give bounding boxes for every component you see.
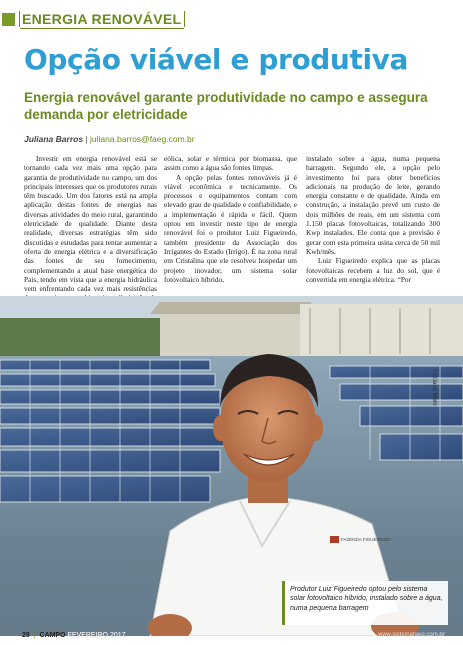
paragraph: Luiz Figueiredo explica que as placas fotovoltaicas recebem a luz do sol, que é convertida em energia elétrica. “Por [306, 256, 440, 284]
text-column-3 [306, 154, 440, 284]
shirt-logo-text: FAZENDA FIGUEIREDO [341, 537, 391, 542]
byline-separator: | [85, 134, 88, 144]
paragraph: instalado sobre a água, numa pequena barragem. Segundo ele, a opção pelo investimento foi para obter benefícios adicionais na produção de leite, gerando energia constante e de qualidade. Ainda em construção, a instalação prevê um custo de dois milhões de reais, em um sistema com 1.150 placas fotovoltaicas, totalizando 300 Kwp instalados. Ele conta que a previsão é gerar com esta primeira usina cerca de 50 mil Kwh/mês. [306, 154, 440, 256]
byline [24, 134, 195, 144]
section-label: ENERGIA RENOVÁVEL [20, 11, 184, 29]
section-label-box [19, 11, 185, 27]
article-subtitle: Energia renovável garante produtividade no campo e assegura demanda por eletricidade [24, 90, 428, 122]
author-name: Juliana Barros [24, 134, 84, 144]
article-title: Opção viável e produtiva [24, 43, 408, 76]
caption-text: Produtor Luiz Figueiredo optou pelo sistema solar fotovoltaico híbrido, instalado sobre a água, numa pequena barragem [290, 586, 443, 612]
footer-separator: | [33, 632, 36, 639]
photo-credit: Luciana Melo [431, 370, 437, 406]
author-email[interactable]: juliana.barros@faeg.com.br [90, 134, 195, 144]
text-column-2 [164, 154, 297, 284]
page-footer [22, 632, 126, 639]
paragraph: A opção pelas fontes renováveis já é viável econômica e tecnicamente. Os processos e equipamentos contam com elevado grau de qualidade e confiabilidade, e a implementação é rápida e fácil. Quem optou em investir neste tipo de energia renovável foi o produtor Luiz Figueiredo, também presidente da Associação dos Irrigantes do Estado (Irrigo). É na zona rural em Cristalina que ele resolveu hospedar um projeto inovador, um sistema solar fotovoltaico híbrido, [164, 172, 297, 284]
photo-caption [282, 581, 448, 625]
section-marker [2, 13, 15, 26]
page-number: 28 [22, 632, 30, 639]
paragraph: Investir em energia renovável está se tornando cada vez mais uma opção para garantia de produtividade no campo, um dos principais interesses que os produtores rurais têm buscado. Um dos fatores está na ampla aplicação destas fontes de energias nas diversas atividades do meio rural, garantindo eletricidade de qualidade. Diante desta realidade, diversas estratégias têm sido discutidas e estudadas para tentar aumentar a oferta de energia elétrica e a diversificação das fontes de seu fornecimento, complementando a atual base energética do País, tendo em vista que a energia hidráulica vem enfrentando cada vez mais resistências [24, 154, 157, 294]
paragraph: eólica, solar e térmica por biomassa, que assim como a água são fontes limpas. [164, 154, 297, 173]
issue-date: FEVEREIRO 2017 [67, 632, 126, 639]
footer-url[interactable]: www.sistemafaeg.com.br [378, 632, 445, 638]
magazine-name: CAMPO [39, 632, 66, 639]
section-header [2, 9, 185, 29]
